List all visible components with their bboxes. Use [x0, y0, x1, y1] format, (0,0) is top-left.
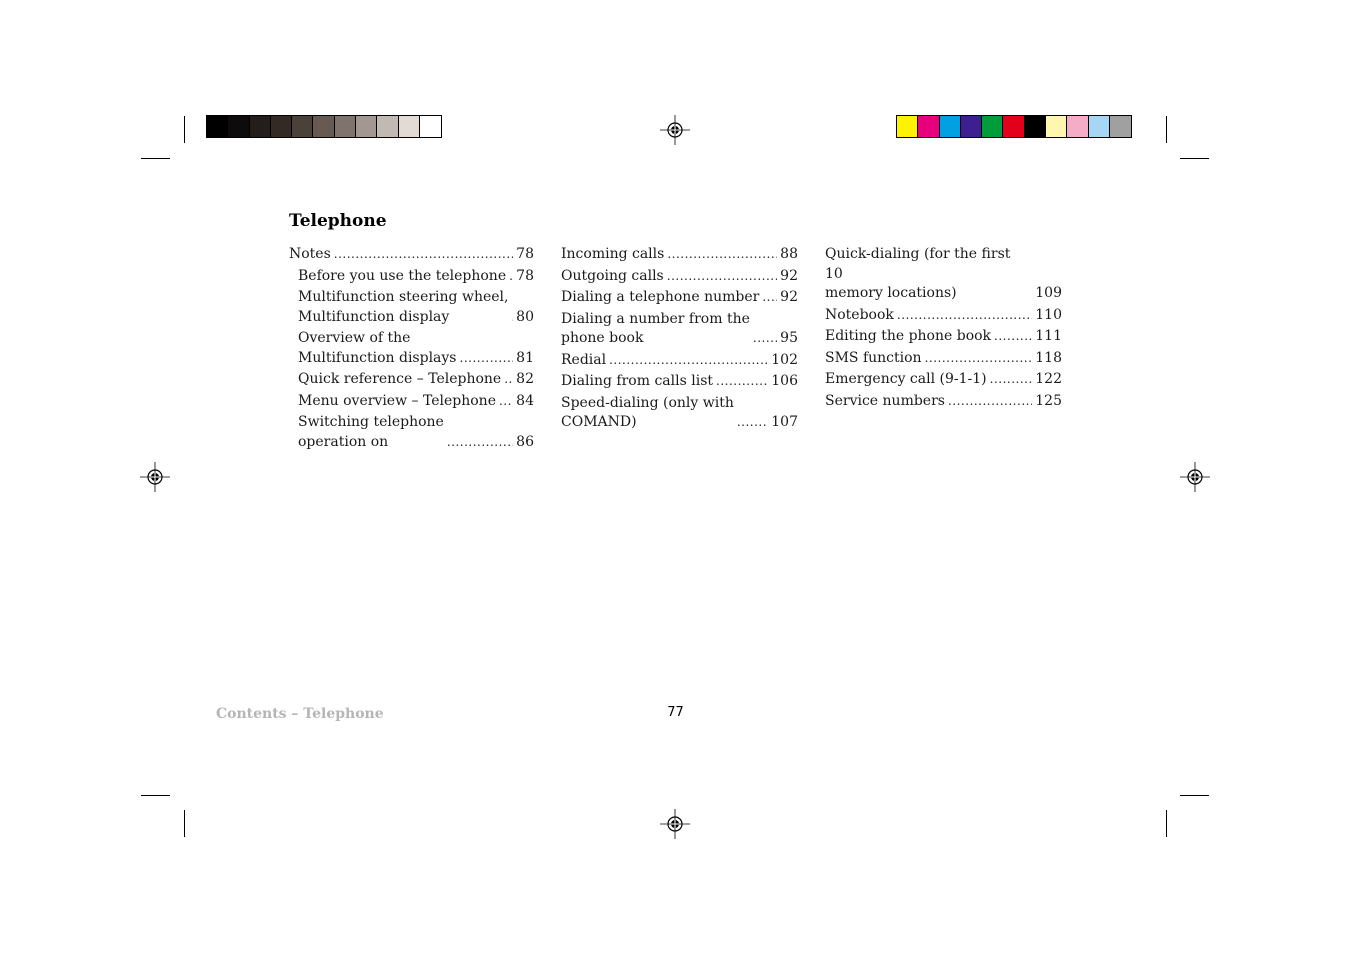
dot-leader [897, 306, 1032, 326]
dot-leader [499, 392, 513, 412]
toc-entry-page: 78 [516, 267, 534, 284]
color-swatch [207, 116, 228, 137]
toc-column-2 [561, 245, 798, 435]
toc-entry[interactable] [561, 351, 798, 371]
toc-entry-page: 81 [516, 349, 534, 366]
color-swatch [313, 116, 334, 137]
gray-color-bar [206, 115, 442, 138]
toc-entry[interactable] [289, 288, 534, 327]
dot-leader [990, 370, 1033, 390]
toc-entry-page: 125 [1035, 392, 1062, 409]
dot-leader [994, 327, 1032, 347]
toc-entry-page: 92 [780, 289, 798, 305]
toc-entry-title: Redial [561, 351, 607, 368]
toc-entry[interactable] [289, 245, 534, 265]
crop-mark [184, 810, 185, 837]
dot-leader [762, 288, 777, 308]
toc-entry-title: Multifunction steering wheel, Multifunction display [298, 289, 509, 325]
color-swatch [1110, 116, 1131, 137]
color-swatch [1089, 116, 1110, 137]
toc-entry[interactable] [561, 288, 798, 308]
color-swatch [961, 116, 982, 137]
toc-entry-title: Switching telephone operation on [298, 414, 444, 450]
toc-entry-title: Incoming calls [561, 246, 665, 262]
color-swatch [420, 116, 441, 137]
color-swatch [292, 116, 313, 137]
color-swatch [271, 116, 292, 137]
dot-leader [609, 351, 768, 371]
color-swatch [228, 116, 249, 137]
dot-leader [716, 372, 768, 392]
toc-entry[interactable] [289, 413, 534, 452]
toc-entry-page: 88 [780, 246, 798, 262]
toc-entry[interactable] [561, 310, 798, 349]
toc-entry-title: Emergency call (9-1-1) [825, 371, 987, 387]
dot-leader [334, 245, 513, 265]
registration-mark-icon [660, 809, 690, 839]
dot-leader [737, 413, 768, 433]
color-swatch [897, 116, 918, 137]
color-swatch [940, 116, 961, 137]
dot-leader [753, 329, 777, 349]
toc-entry[interactable] [289, 267, 534, 287]
color-swatch [356, 116, 377, 137]
dot-leader [511, 308, 513, 328]
toc-entry-title: Overview of the Multifunction displays [298, 330, 457, 366]
dot-leader [460, 349, 514, 369]
toc-entry-title: Editing the phone book [825, 328, 992, 344]
toc-entry-page: 110 [1035, 306, 1062, 323]
crop-mark [141, 158, 170, 159]
dot-leader [925, 349, 1033, 369]
toc-column-3 [825, 245, 1062, 413]
toc-entry-title: Before you use the telephone [298, 267, 507, 284]
toc-entry[interactable] [825, 392, 1062, 412]
toc-entry-title: Dialing a number from the phone book [561, 310, 750, 346]
toc-entry[interactable] [825, 370, 1062, 390]
toc-entry[interactable] [825, 327, 1062, 347]
toc-entry-page: 80 [516, 308, 534, 325]
toc-entry-page: 109 [1035, 285, 1062, 301]
toc-entry-page: 107 [771, 414, 798, 430]
crop-mark [1166, 116, 1167, 143]
toc-entry[interactable] [561, 267, 798, 287]
toc-entry-title: Notebook [825, 306, 894, 323]
toc-entry-title: Outgoing calls [561, 267, 664, 284]
toc-entry-page: 106 [771, 373, 798, 389]
toc-entry-page: 92 [780, 267, 798, 284]
color-swatch [250, 116, 271, 137]
toc-entry-title: Dialing from calls list [561, 373, 714, 389]
dot-leader [667, 245, 777, 265]
toc-entry-title: Quick reference – Telephone [298, 371, 502, 387]
toc-entry-page: 102 [771, 351, 798, 368]
dot-leader [948, 392, 1032, 412]
toc-entry[interactable] [825, 306, 1062, 326]
registration-mark-icon [660, 115, 690, 145]
toc-entry-title: Speed-dialing (only with COMAND) [561, 394, 734, 430]
toc-entry-page: 95 [780, 330, 798, 346]
color-swatch [982, 116, 1003, 137]
toc-entry-title: Quick-dialing (for the first 10 memory locations) [825, 246, 1011, 301]
toc-entry-title: Notes [289, 246, 331, 262]
toc-entry[interactable] [561, 372, 798, 392]
toc-entry[interactable] [289, 370, 534, 390]
toc-entry-title: Menu overview – Telephone [298, 392, 496, 409]
color-swatch [918, 116, 939, 137]
toc-entry[interactable] [561, 245, 798, 265]
process-color-bar [896, 115, 1132, 138]
dot-leader [447, 433, 513, 453]
registration-mark-icon [140, 462, 170, 492]
color-swatch [1003, 116, 1024, 137]
dot-leader [667, 267, 777, 287]
toc-entry-title: SMS function [825, 349, 922, 366]
color-swatch [1025, 116, 1046, 137]
crop-mark [184, 116, 185, 143]
color-swatch [1067, 116, 1088, 137]
crop-mark [1180, 795, 1209, 796]
color-swatch [377, 116, 398, 137]
toc-entry[interactable] [289, 329, 534, 368]
crop-mark [1166, 810, 1167, 837]
toc-entry[interactable] [561, 394, 798, 433]
toc-entry[interactable] [825, 245, 1062, 304]
toc-entry-page: 78 [516, 246, 534, 262]
dot-leader [509, 267, 513, 287]
footer-section-label: Contents – Telephone [216, 706, 384, 722]
crop-mark [1180, 158, 1209, 159]
toc-entry[interactable] [825, 349, 1062, 369]
crop-mark [141, 795, 170, 796]
toc-entry-page: 84 [516, 392, 534, 409]
dot-leader [504, 370, 513, 390]
toc-entry[interactable] [289, 392, 534, 412]
color-swatch [1046, 116, 1067, 137]
toc-entry-page: 82 [516, 371, 534, 387]
color-swatch [399, 116, 420, 137]
page-number: 77 [667, 705, 684, 720]
toc-column-1 [289, 245, 534, 454]
section-title: Telephone [289, 211, 387, 231]
toc-entry-page: 86 [516, 433, 534, 450]
toc-entry-title: Service numbers [825, 392, 945, 409]
toc-entry-title: Dialing a telephone number [561, 289, 760, 305]
toc-entry-page: 118 [1035, 349, 1062, 366]
toc-entry-page: 122 [1035, 371, 1062, 387]
registration-mark-icon [1180, 462, 1210, 492]
toc-entry-page: 111 [1035, 328, 1062, 344]
color-swatch [335, 116, 356, 137]
